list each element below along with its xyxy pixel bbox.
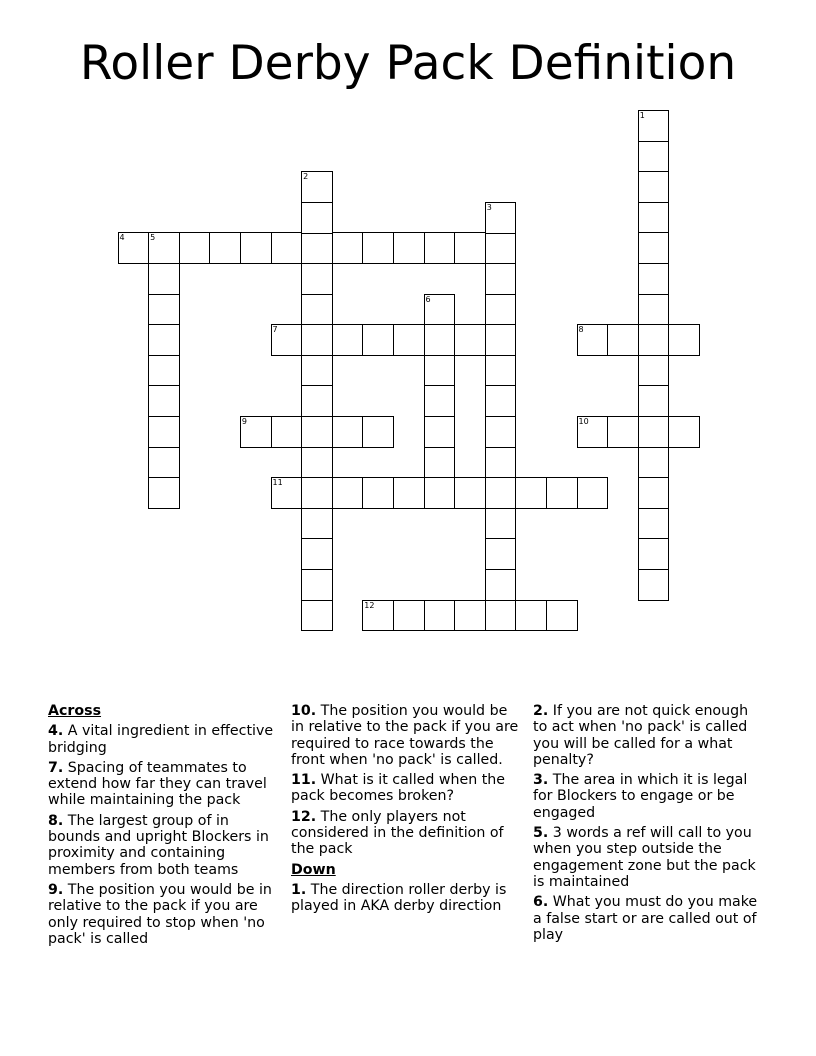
clue-across-11[interactable]: [291, 772, 523, 805]
grid-cell[interactable]: [454, 477, 486, 509]
cell-number: 2: [303, 172, 309, 182]
grid-cell[interactable]: [393, 600, 425, 632]
clue-number: 12.: [291, 808, 317, 825]
grid-cell[interactable]: [638, 110, 670, 142]
grid-cell[interactable]: [301, 294, 333, 326]
grid-cell[interactable]: [424, 355, 456, 387]
grid-cell[interactable]: [638, 477, 670, 509]
grid-cell[interactable]: [393, 477, 425, 509]
grid-cell[interactable]: [332, 324, 364, 356]
clue-number: 9.: [48, 881, 64, 898]
clue-across-9[interactable]: [48, 882, 280, 947]
clues-column-2: [291, 703, 523, 919]
grid-cell[interactable]: [209, 232, 241, 264]
grid-cell[interactable]: [301, 600, 333, 632]
clue-text: The area in which it is legal for Blockers to engage or be engaged: [533, 772, 748, 821]
clue-down-1[interactable]: [291, 882, 523, 915]
grid-cell[interactable]: [271, 324, 303, 356]
grid-cell[interactable]: [332, 232, 364, 264]
grid-cell[interactable]: [301, 477, 333, 509]
clue-down-3[interactable]: [533, 772, 765, 821]
grid-cell[interactable]: [638, 324, 670, 356]
grid-cell[interactable]: [148, 385, 180, 417]
grid-cell[interactable]: [148, 232, 180, 264]
clue-number: 1.: [291, 881, 307, 898]
grid-cell[interactable]: [271, 416, 303, 448]
grid-cell[interactable]: [148, 263, 180, 295]
clue-number: 10.: [291, 703, 317, 719]
grid-cell[interactable]: [638, 294, 670, 326]
grid-cell[interactable]: [424, 324, 456, 356]
grid-cell[interactable]: [638, 355, 670, 387]
grid-cell[interactable]: [301, 385, 333, 417]
clue-across-7[interactable]: [48, 760, 280, 809]
clue-text: What you must do you make a false start or are called out of play: [533, 894, 758, 943]
grid-cell[interactable]: [638, 416, 670, 448]
grid-cell[interactable]: [148, 294, 180, 326]
grid-cell[interactable]: [638, 447, 670, 479]
grid-cell[interactable]: [638, 508, 670, 540]
clue-number: 7.: [48, 759, 64, 776]
cell-number: 10: [578, 417, 589, 426]
cell-number: 6: [425, 294, 431, 304]
clues-column-3: [533, 703, 765, 947]
grid-cell[interactable]: [485, 508, 517, 540]
grid-cell[interactable]: [668, 416, 700, 448]
clue-text: The direction roller derby is played in AKA derby direction: [291, 881, 507, 915]
grid-cell[interactable]: [638, 141, 670, 173]
cell-number: 7: [272, 325, 278, 335]
clue-text: The only players not considered in the definition of the pack: [291, 808, 504, 858]
grid-cell[interactable]: [148, 355, 180, 387]
grid-cell[interactable]: [240, 232, 272, 264]
grid-cell[interactable]: [485, 355, 517, 387]
grid-cell[interactable]: [638, 569, 670, 601]
grid-cell[interactable]: [424, 385, 456, 417]
grid-cell[interactable]: [301, 202, 333, 234]
grid-cell[interactable]: [485, 569, 517, 601]
grid-cell[interactable]: [485, 294, 517, 326]
cell-number: 3: [486, 202, 492, 212]
grid-cell[interactable]: [332, 477, 364, 509]
clue-number: 8.: [48, 812, 64, 829]
clue-across-4[interactable]: [48, 723, 280, 756]
grid-cell[interactable]: [485, 232, 517, 264]
clue-across-12[interactable]: [291, 809, 523, 858]
grid-cell[interactable]: [148, 447, 180, 479]
grid-cell[interactable]: [485, 385, 517, 417]
grid-cell[interactable]: [301, 416, 333, 448]
grid-cell[interactable]: [148, 416, 180, 448]
grid-cell[interactable]: [301, 569, 333, 601]
grid-cell[interactable]: [454, 600, 486, 632]
grid-cell[interactable]: [424, 294, 456, 326]
clue-number: 6.: [533, 894, 549, 911]
grid-cell[interactable]: [638, 232, 670, 264]
grid-cell[interactable]: [393, 324, 425, 356]
grid-cell[interactable]: [485, 263, 517, 295]
grid-cell[interactable]: [301, 232, 333, 264]
grid-cell[interactable]: [271, 477, 303, 509]
clue-across-8[interactable]: [48, 813, 280, 878]
cell-number: 4: [119, 233, 125, 243]
grid-cell[interactable]: [393, 232, 425, 264]
grid-cell[interactable]: [362, 477, 394, 509]
grid-cell[interactable]: [485, 477, 517, 509]
cell-number: 12: [364, 600, 375, 610]
clue-across-10[interactable]: [291, 703, 523, 768]
cell-number: 1: [639, 111, 645, 120]
cell-number: 9: [241, 417, 247, 426]
grid-cell[interactable]: [607, 416, 639, 448]
across-heading: Across: [48, 703, 102, 719]
grid-cell[interactable]: [362, 416, 394, 448]
grid-cell[interactable]: [577, 324, 609, 356]
clue-down-5[interactable]: [533, 825, 765, 890]
grid-cell[interactable]: [607, 324, 639, 356]
grid-cell[interactable]: [362, 232, 394, 264]
cell-number: 8: [578, 325, 584, 335]
grid-cell[interactable]: [179, 232, 211, 264]
grid-cell[interactable]: [240, 416, 272, 448]
grid-cell[interactable]: [424, 477, 456, 509]
grid-cell[interactable]: [577, 416, 609, 448]
clue-number: 11.: [291, 772, 317, 789]
grid-cell[interactable]: [668, 324, 700, 356]
page-title: Roller Derby Pack Definition: [79, 36, 737, 91]
clue-number: 2.: [533, 703, 549, 719]
grid-cell[interactable]: [485, 416, 517, 448]
grid-cell[interactable]: [301, 171, 333, 203]
grid-cell[interactable]: [515, 600, 547, 632]
grid-cell[interactable]: [362, 324, 394, 356]
grid-cell[interactable]: [424, 232, 456, 264]
grid-cell[interactable]: [485, 447, 517, 479]
grid-cell[interactable]: [485, 202, 517, 234]
grid-cell[interactable]: [485, 324, 517, 356]
clue-text: What is it called when the pack becomes broken?: [291, 772, 506, 805]
grid-cell[interactable]: [454, 232, 486, 264]
grid-cell[interactable]: [301, 263, 333, 295]
clue-text: If you are not quick enough to act when 'no pack' is called you will be called for a what penalty?: [533, 703, 749, 768]
grid-cell[interactable]: [148, 477, 180, 509]
clues-column-1: [48, 703, 280, 951]
grid-cell[interactable]: [424, 416, 456, 448]
grid-cell[interactable]: [424, 600, 456, 632]
grid-cell[interactable]: [546, 477, 578, 509]
grid-cell[interactable]: [485, 538, 517, 570]
clue-down-2[interactable]: [533, 703, 765, 768]
grid-cell[interactable]: [301, 355, 333, 387]
grid-cell[interactable]: [271, 232, 303, 264]
clue-text: Spacing of teammates to extend how far they can travel while maintaining the pack: [48, 759, 267, 809]
grid-cell[interactable]: [362, 600, 394, 632]
down-heading: Down: [291, 861, 336, 878]
clue-number: 4.: [48, 723, 64, 740]
cell-number: 5: [150, 233, 156, 243]
grid-cell[interactable]: [301, 324, 333, 356]
grid-cell[interactable]: [546, 600, 578, 632]
cell-number: 11: [272, 478, 283, 488]
grid-cell[interactable]: [485, 600, 517, 632]
clue-text: The largest group of in bounds and upright Blockers in proximity and containing members from both teams: [48, 812, 269, 878]
grid-cell[interactable]: [301, 538, 333, 570]
grid-cell[interactable]: [515, 477, 547, 509]
grid-cell[interactable]: [148, 324, 180, 356]
clue-text: The position you would be in relative to the pack if you are required to race towards the front when 'no pack' is called.: [291, 703, 519, 768]
grid-cell[interactable]: [577, 477, 609, 509]
grid-cell[interactable]: [454, 324, 486, 356]
grid-cell[interactable]: [424, 447, 456, 479]
grid-cell[interactable]: [638, 171, 670, 203]
grid-cell[interactable]: [638, 385, 670, 417]
grid-cell[interactable]: [301, 508, 333, 540]
grid-cell[interactable]: [638, 202, 670, 234]
clue-number: 3.: [533, 772, 549, 789]
grid-cell[interactable]: [638, 263, 670, 295]
clue-down-6[interactable]: [533, 894, 765, 943]
clue-text: The position you would be in relative to the pack if you are only required to stop when 'no pack' is called: [48, 881, 272, 947]
clue-number: 5.: [533, 825, 549, 842]
grid-cell[interactable]: [638, 538, 670, 570]
grid-cell[interactable]: [332, 416, 364, 448]
clue-text: A vital ingredient in effective bridging: [48, 723, 274, 756]
grid-cell[interactable]: [118, 232, 150, 264]
grid-cell[interactable]: [301, 447, 333, 479]
clue-text: 3 words a ref will call to you when you step outside the engagement zone but the pack is maintained: [533, 825, 756, 890]
